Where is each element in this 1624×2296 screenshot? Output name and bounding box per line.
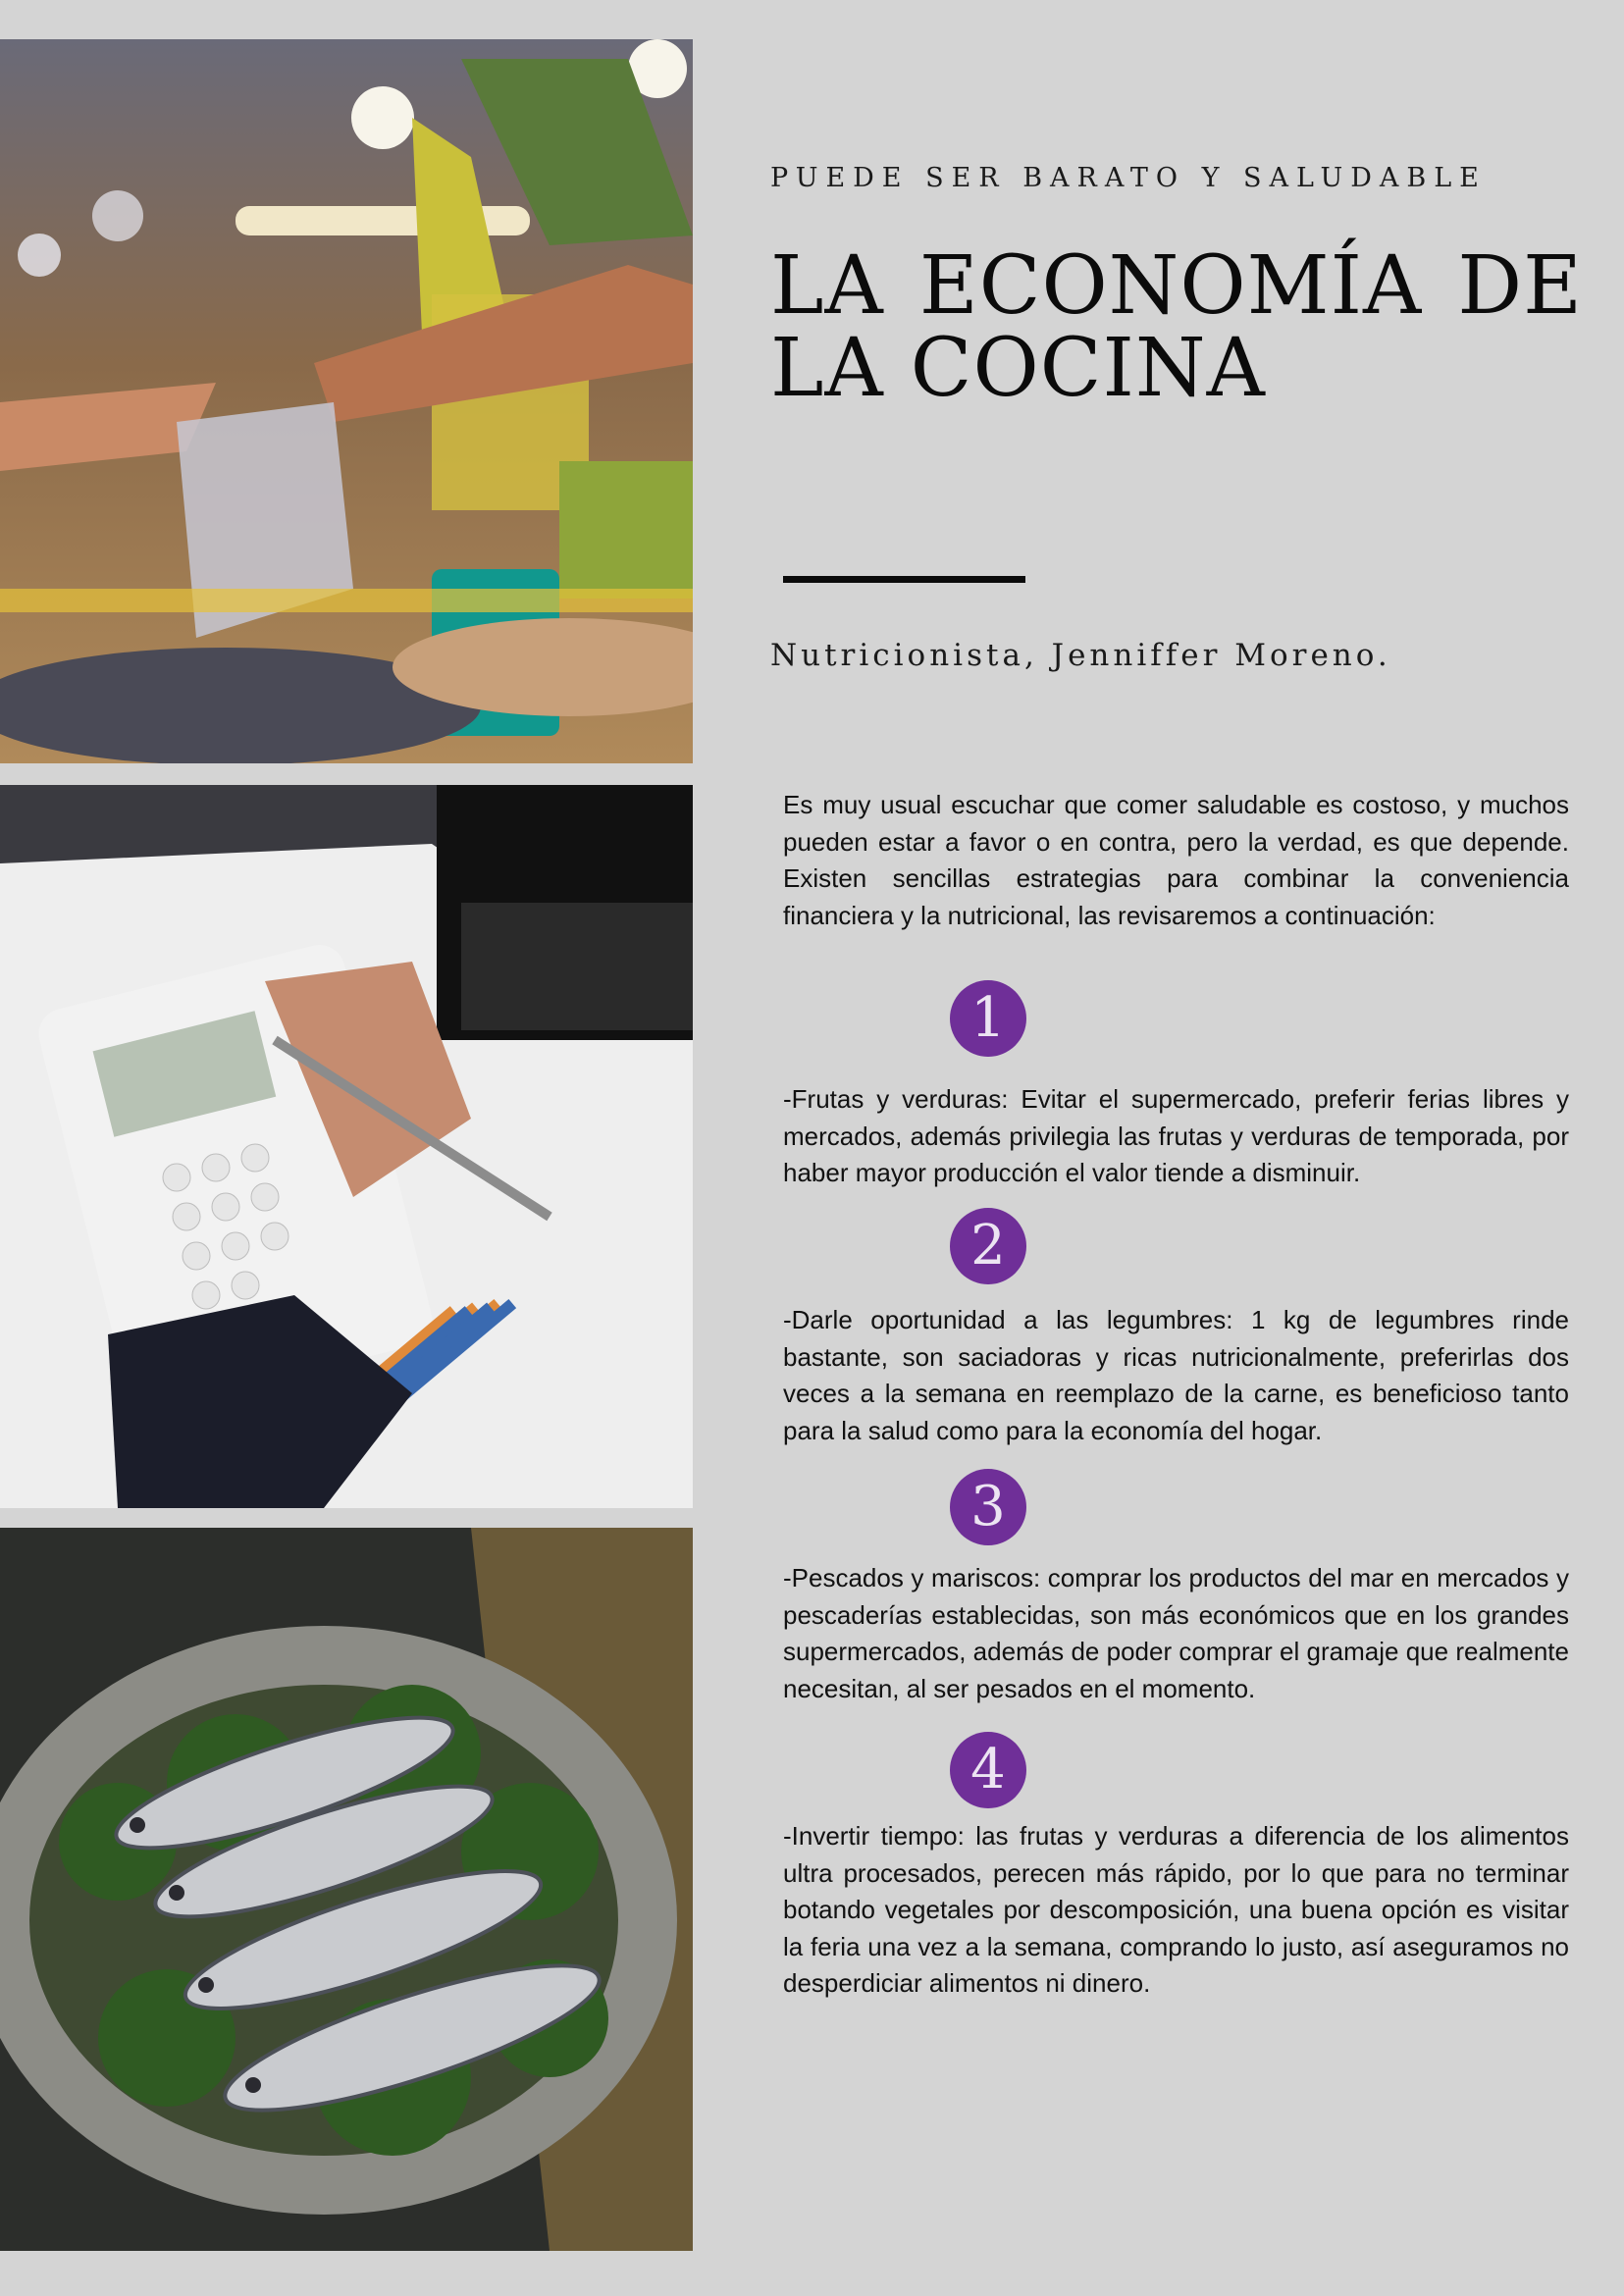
calculator-photo <box>0 785 693 1508</box>
tip-paragraph: -Darle oportunidad a las legumbres: 1 kg de legumbres rinde bastante, son saciadoras y ricas nutricionalmente, preferirlas dos veces a la semana en reemplazo de la carne, es beneficioso tanto para la salud como para la economía del hogar. <box>783 1305 1569 1445</box>
tip-paragraph: -Frutas y verduras: Evitar el supermercado, preferir ferias libres y mercados, además privilegia las frutas y verduras de temporada, por haber mayor producción el valor tiende a disminuir. <box>783 1084 1569 1187</box>
page-title <box>770 239 1583 415</box>
tip-number-badge: 2 <box>950 1208 1026 1284</box>
tip-number-badge: 4 <box>950 1732 1026 1808</box>
intro-paragraph: Es muy usual escuchar que comer saludable es costoso, y muchos pueden estar a favor o en contra, pero la verdad, es que depende. Existen sencillas estrategias para combinar la conveniencia financiera y la nutricional, las revisaremos a continuación: <box>783 790 1569 930</box>
tip-number-badge: 3 <box>950 1469 1026 1545</box>
kicker-text: PUEDE SER BARATO Y SALUDABLE <box>770 163 1487 193</box>
tip-paragraph: -Invertir tiempo: las frutas y verduras a diferencia de los alimentos ultra procesados, perecen más rápido, por lo que para no terminar botando vegetales por descomposición, una buena opción es visitar la feria una vez a la semana, comprando lo justo, así aseguramos no desperdiciar alimentos ni dinero. <box>783 1821 1569 1998</box>
sardines-photo <box>0 1528 693 2251</box>
divider <box>783 576 1025 583</box>
author-byline: Nutricionista, Jenniffer Moreno. <box>770 638 1391 673</box>
title-line-2: LA COCINA <box>770 322 1266 415</box>
market-photo <box>0 39 693 763</box>
title-line-1: LA ECONOMÍA DE <box>770 239 1583 333</box>
tip-number-badge: 1 <box>950 980 1026 1057</box>
tip-paragraph: -Pescados y mariscos: comprar los productos del mar en mercados y pescaderías establecidas, son más económicos que en los grandes supermercados, además de poder comprar el gramaje que realmente necesitan, al ser pesados en el momento. <box>783 1563 1569 1703</box>
